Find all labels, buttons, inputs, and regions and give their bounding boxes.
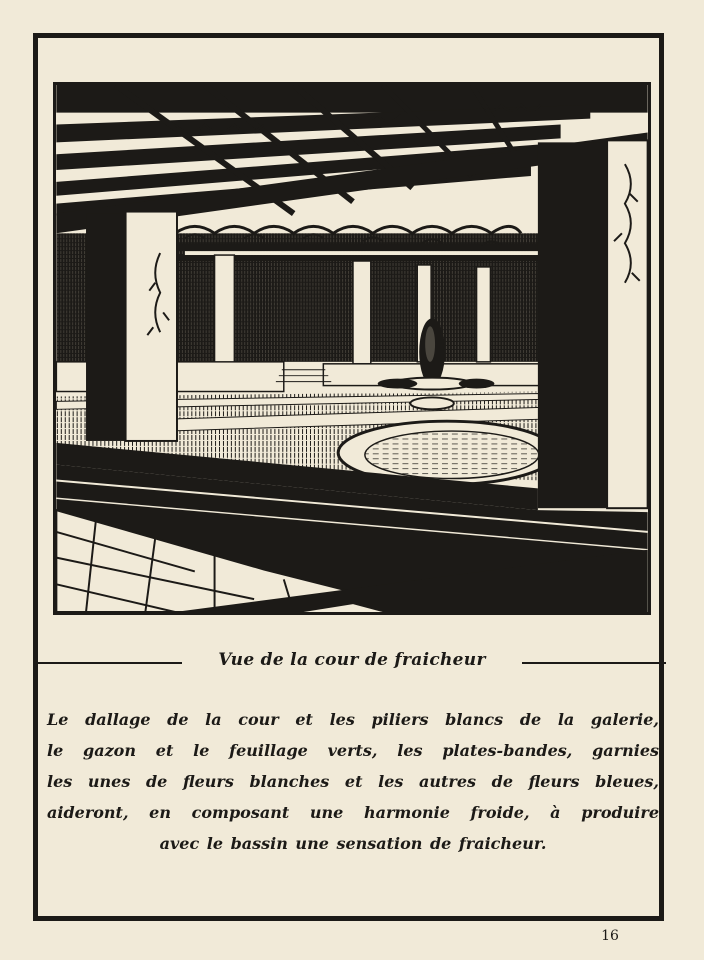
courtyard-illustration [53, 82, 651, 615]
paragraph-line: les unes de fleurs blanches et les autres de fleurs bleues, [47, 772, 659, 791]
paragraph-line: aideront, en composant une harmonie froide, à produire [47, 803, 659, 822]
illustration-caption: Vue de la cour de fraicheur [218, 650, 486, 670]
caption-row [38, 648, 666, 678]
paragraph-line: Le dallage de la cour et les piliers blancs de la galerie, [47, 710, 659, 729]
paragraph-line: le gazon et le feuillage verts, les plates-bandes, garnies [47, 741, 659, 760]
courtyard-drawing [56, 85, 648, 612]
paragraph-line: avec le bassin une sensation de fraicheur. [159, 834, 547, 853]
page-number: 16 [601, 928, 619, 944]
description-paragraph [47, 704, 659, 859]
caption-rule-right [522, 662, 666, 664]
